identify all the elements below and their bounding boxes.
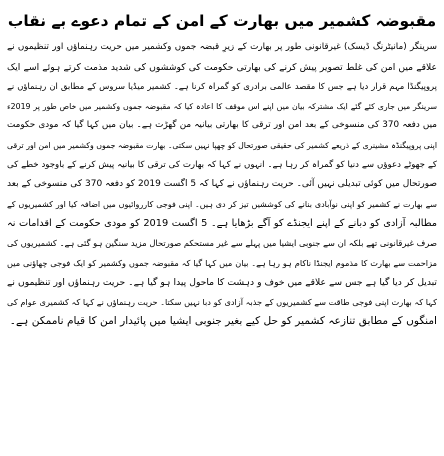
article-line: کہا کہ بھارت اپنی فوجی طاقت سے کشمیریوں کے جذبہ آزادی کو دبا نہیں سکتا۔ حریت رہنماؤں نے کہا کہ کشمیری عوام کی: [7, 296, 437, 307]
article-line: صورتحال میں کوئی تبدیلی نہیں آئی۔ حریت رہنماؤں نے کہا کہ 5 اگست 2019 کو دفعہ 370 کی منسوخی کے بعد: [7, 179, 437, 190]
article-body: [7, 38, 437, 332]
article-line: علاقے میں امن کی غلط تصویر پیش کرنے کی بھارتی حکومت کی کوششوں کی شدید مذمت کرتے ہوئے اسے ایک: [7, 61, 437, 73]
article-line: صرف غیرقانونی تھے بلکہ ان سے جنوبی ایشیا میں پہلے سے غیر مستحکم صورتحال مزید سنگین ہو گئی ہے۔ کشمیریوں کی: [7, 237, 437, 248]
article-line: سرینگر (مانیٹرنگ ڈیسک) غیرقانونی طور پر بھارت کے زیرِ قبضہ جموں وکشمیر میں حریت رہنماؤں اور تنظیموں نے: [7, 42, 437, 52]
article-line: میں دفعہ 370 کی منسوخی کے بعد امن اور ترقی کا بھارتی بیانیہ من گھڑت ہے۔ بیان میں کہا گیا کہ مودی حکومت: [7, 120, 437, 131]
article-line: اپنی پروپیگنڈہ مشینری کے ذریعے کشمیر کی حقیقی صورتحال کو چھپا نہیں سکتی۔ بھارت مقبوضہ جموں وکشمیر میں امن اور ترقی: [7, 140, 437, 150]
article-line: مزاحمت سے بھارت کا مذموم ایجنڈا ناکام ہو رہا ہے۔ بیان میں کہا گیا کہ مقبوضہ جموں وکشمیر کو ایک فوجی چھاؤنی میں: [7, 257, 437, 268]
article-headline: مقبوضہ کشمیر میں بھارت کے امن کے تمام دعوے بے نقاب: [7, 12, 437, 30]
article-line: تبدیل کر دیا گیا ہے جس سے علاقے میں خوف و دہشت کا ماحول پیدا ہو گیا ہے۔ حریت رہنماؤں اور تنظیموں نے: [7, 277, 437, 289]
article-line: مطالبہ آزادی کو دبانے کے اپنے ایجنڈے کو آگے بڑھایا ہے۔ 5 اگست 2019 کو مودی حکومت کے اقدامات نہ: [7, 218, 437, 230]
article-line: سے بھارت نے کشمیر کو اپنی نوآبادی بنانے کی کوششیں تیز کر دی ہیں۔ اپنی فوجی کارروائیوں میں اضافہ کیا اور کشمیریوں کے: [7, 199, 437, 209]
article-line: کے جھوٹے دعوؤں سے دنیا کو گمراہ کر رہا ہے۔ انہوں نے کہا کہ بھارت کی ترقی کا بیانیہ پیش کرنے کے باوجود خطے کی: [7, 159, 437, 170]
article-line: پروپیگنڈا مہم قرار دیا ہے جس کا مقصد عالمی برادری کو گمراہ کرنا ہے۔ کشمیر میڈیا سروس کے مطابق ان رہنماؤں نے: [7, 81, 437, 92]
article-line: امنگوں کے مطابق تنازعہ کشمیر کو حل کیے بغیر جنوبی ایشیا میں پائیدار امن کا قیام ناممکن ہے۔: [9, 315, 437, 328]
article-line: سرینگر میں جاری کئے گئے ایک مشترکہ بیان میں اپنے اس موقف کا اعادہ کیا کہ مقبوضہ جموں وکشمیر میں خاص طور پر 2019ء: [7, 101, 437, 111]
